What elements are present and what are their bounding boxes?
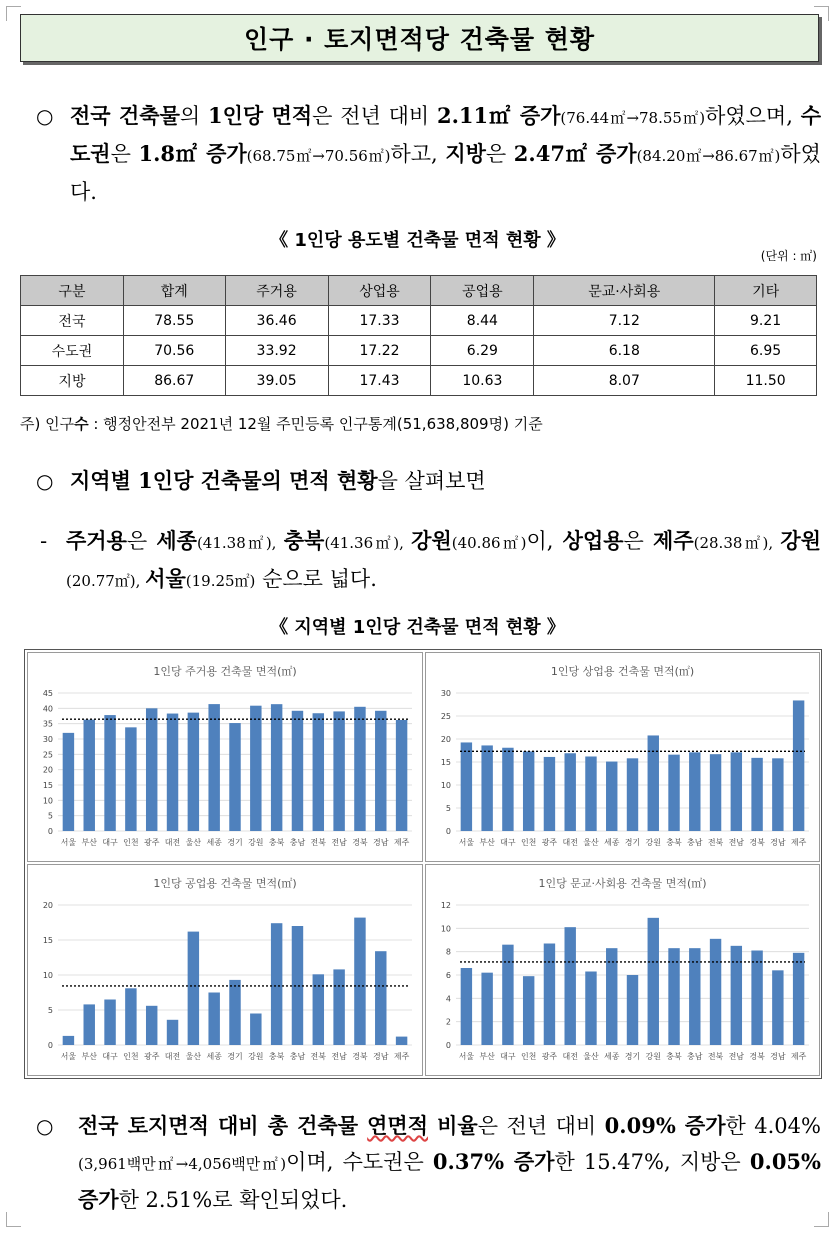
x-category-label: 세종 (604, 838, 620, 847)
x-category-label: 울산 (583, 1052, 599, 1061)
bar-경남 (772, 758, 783, 831)
bar-경기 (229, 980, 240, 1045)
bar-대전 (167, 714, 178, 831)
text-bold: 지역별 1인당 건축물의 면적 현황 (70, 468, 378, 493)
y-tick-label: 25 (440, 712, 451, 721)
x-category-label: 경남 (373, 838, 389, 847)
x-category-label: 충남 (289, 1052, 306, 1061)
table-cell: 6.95 (715, 336, 817, 366)
y-tick-label: 8 (445, 947, 451, 957)
text: : 행정안전부 2021년 12월 주민등록 인구통계(51,638,809명) 기준 (88, 415, 543, 433)
text-bold: 0.05% 증가 (78, 1149, 821, 1212)
table-header-cell: 문교·사회용 (534, 276, 715, 306)
text-bold: 강원 (780, 528, 821, 553)
text-bold: 전국 건축물 (70, 103, 180, 128)
table-header-row (21, 276, 817, 306)
y-tick-label: 20 (42, 901, 53, 910)
text-bold: 수 (74, 415, 89, 433)
x-category-label: 경북 (352, 1052, 368, 1061)
y-tick-label: 30 (42, 735, 53, 744)
x-category-label: 경남 (373, 1052, 389, 1061)
x-category-label: 경기 (227, 1052, 243, 1061)
bar-강원 (250, 1014, 261, 1046)
y-tick-label: 15 (440, 758, 451, 767)
x-category-label: 제주 (393, 838, 410, 847)
paragraph-regional-intro (36, 463, 821, 499)
bar-경북 (354, 918, 365, 1045)
bar-경남 (772, 970, 783, 1045)
x-category-label: 대구 (500, 1052, 516, 1061)
bar-충북 (668, 948, 679, 1045)
bar-충북 (668, 755, 679, 831)
bar-강원 (648, 918, 659, 1045)
table-caption: 《 1인당 용도별 건축물 면적 현황 》 (270, 230, 565, 251)
table-header-cell: 기타 (715, 276, 817, 306)
x-category-label: 인천 (123, 838, 139, 847)
text-bold: 서울 (145, 566, 186, 591)
y-tick-label: 20 (42, 765, 53, 775)
text: (84.20㎡→86.67㎡) (636, 147, 781, 165)
chart-title: 1인당 상업용 건축물 면적(㎡) (550, 665, 695, 678)
bar-충북 (271, 923, 282, 1045)
bar-세종 (606, 762, 617, 831)
table-cell: 6.18 (534, 336, 715, 366)
text: (3,961백만㎡→4,056백만㎡) (78, 1155, 287, 1173)
bar-경북 (751, 951, 762, 1046)
x-category-label: 전북 (310, 1052, 327, 1061)
bar-인천 (125, 988, 136, 1045)
area-by-use-table (20, 275, 817, 396)
chart-title: 1인당 공업용 건축물 면적(㎡) (153, 877, 297, 890)
bar-강원 (250, 706, 261, 831)
bar-전남 (333, 711, 344, 831)
bullet: ○ (36, 104, 54, 128)
x-category-label: 세종 (206, 1052, 222, 1061)
text-bold: 충북 (283, 528, 325, 553)
text-bold: 증가 (504, 1149, 555, 1174)
text: 은 (623, 529, 654, 553)
bar-서울 (461, 968, 472, 1045)
x-category-label: 대전 (562, 838, 578, 847)
x-category-label: 전북 (310, 838, 327, 847)
x-category-label: 경남 (770, 838, 786, 847)
x-category-label: 전북 (707, 1052, 724, 1061)
bar-충북 (271, 704, 282, 831)
text: 하였다. (70, 142, 821, 204)
text: 을 살펴보면 (377, 469, 486, 493)
y-tick-label: 10 (42, 971, 53, 980)
crop-mark (6, 1212, 21, 1227)
crop-mark (6, 6, 21, 21)
text-bold: 전국 토지면적 대비 총 건축물 (78, 1113, 368, 1138)
text: 한 15.47%, 지방은 (554, 1150, 750, 1174)
x-category-label: 서울 (60, 838, 77, 847)
x-category-label: 경북 (749, 1052, 765, 1061)
x-category-label: 광주 (541, 838, 558, 847)
text: (76.44㎡→78.55㎡) (560, 109, 706, 127)
table-header-cell: 주거용 (225, 276, 328, 306)
bar-전남 (731, 946, 742, 1045)
x-category-label: 제주 (790, 1052, 807, 1061)
x-category-label: 울산 (185, 838, 202, 847)
x-category-label: 서울 (60, 1052, 77, 1061)
bar-제주 (396, 1037, 407, 1045)
bar-전북 (710, 754, 721, 831)
text: 한 4.04% (725, 1114, 821, 1138)
bar-세종 (208, 704, 219, 831)
table-header-cell: 공업용 (431, 276, 534, 306)
y-tick-label: 5 (445, 804, 451, 813)
text-bold: 1.8㎡ 증가 (138, 141, 247, 166)
bar-경북 (751, 758, 762, 831)
bar-전북 (313, 713, 324, 831)
text-bold: 2.11㎡ 증가 (437, 103, 561, 128)
table-cell: 지방 (21, 366, 124, 396)
bar-광주 (146, 1006, 157, 1045)
text: (41.38㎡), (196, 534, 284, 552)
bullet: ○ (36, 469, 54, 493)
text: 은 전년 대비 (477, 1114, 605, 1138)
bar-부산 (84, 1004, 95, 1045)
text-bold: 1인당 면적 (207, 103, 313, 128)
bar-부산 (481, 745, 492, 831)
bar-경남 (375, 951, 386, 1045)
bar-경기 (627, 758, 638, 831)
bar-부산 (481, 973, 492, 1045)
bar-서울 (63, 1036, 74, 1045)
y-tick-label: 15 (42, 781, 53, 790)
x-category-label: 충북 (268, 838, 285, 847)
bar-전남 (333, 969, 344, 1045)
table-cell: 86.67 (123, 366, 225, 396)
x-category-label: 울산 (583, 838, 599, 847)
bar-서울 (461, 742, 472, 831)
table-cell: 8.07 (534, 366, 715, 396)
bar-제주 (396, 720, 407, 831)
x-category-label: 대구 (102, 1052, 118, 1061)
text: 이, (526, 529, 563, 553)
bar-강원 (648, 735, 659, 831)
bar-광주 (544, 757, 555, 831)
bar-제주 (793, 700, 804, 831)
bar-세종 (606, 948, 617, 1045)
page-title: 인구 · 토지면적당 건축물 현황 (20, 14, 819, 62)
bar-경기 (229, 723, 240, 831)
text-bold: 상업용 (562, 528, 624, 553)
x-category-label: 울산 (185, 1052, 202, 1061)
x-category-label: 경남 (770, 1052, 786, 1061)
x-category-label: 인천 (520, 838, 537, 847)
table-cell: 9.21 (715, 306, 817, 336)
x-category-label: 경기 (624, 838, 641, 847)
table-cell: 17.22 (328, 336, 431, 366)
chart-title: 1인당 주거용 건축물 면적(㎡) (153, 665, 297, 678)
footnote (20, 413, 543, 434)
x-category-label: 경기 (227, 838, 243, 847)
text-bold: 0.09% 증가 (604, 1113, 726, 1138)
paragraph-building-area-per-capita (36, 98, 821, 210)
table-cell: 11.50 (715, 366, 817, 396)
text: 은 전년 대비 (312, 104, 437, 128)
x-category-label: 전북 (707, 838, 724, 847)
chart-residential (27, 652, 423, 862)
table-row (21, 306, 817, 336)
text-bold: 제주 (653, 528, 694, 553)
y-tick-label: 20 (440, 735, 451, 744)
bar-부산 (84, 720, 95, 831)
table-row (21, 366, 817, 396)
table-cell: 6.29 (431, 336, 534, 366)
text: 은 (126, 529, 157, 553)
x-category-label: 대구 (102, 838, 118, 847)
text: (28.38㎡), (693, 534, 781, 552)
x-category-label: 강원 (645, 838, 661, 847)
table-cell: 36.46 (225, 306, 328, 336)
text: (68.75㎡→70.56㎡) (246, 147, 391, 165)
bar-울산 (585, 756, 596, 831)
x-category-label: 전남 (331, 838, 347, 847)
x-category-label: 서울 (458, 838, 475, 847)
text-bold: 세종 (156, 528, 197, 553)
paragraph-regional-detail (36, 523, 821, 599)
text-bold: 강원 (411, 528, 452, 553)
y-tick-label: 15 (42, 936, 53, 945)
text-bold: 비율 (428, 1113, 478, 1138)
text-bold: 연면적 (367, 1113, 428, 1138)
table-cell: 33.92 (225, 336, 328, 366)
paragraph-floor-area-ratio (36, 1108, 821, 1218)
bar-광주 (544, 944, 555, 1046)
x-category-label: 광주 (143, 1052, 160, 1061)
x-category-label: 충남 (687, 838, 703, 847)
y-tick-label: 0 (47, 827, 53, 836)
table-header-cell: 합계 (123, 276, 225, 306)
text-bold: 2.47㎡ 증가 (513, 141, 637, 166)
bar-광주 (146, 708, 157, 831)
y-tick-label: 0 (445, 827, 451, 836)
chart-caption: 《 지역별 1인당 건축물 면적 현황 》 (270, 617, 565, 638)
x-category-label: 경기 (624, 1052, 641, 1061)
y-tick-label: 40 (42, 704, 53, 714)
x-category-label: 서울 (458, 1052, 475, 1061)
bar-경남 (375, 711, 386, 831)
text: (20.77㎡), (66, 572, 146, 590)
text-bold: 지방 (445, 141, 486, 166)
x-category-label: 경북 (352, 838, 368, 847)
x-category-label: 충북 (666, 838, 682, 847)
x-category-label: 대전 (164, 838, 181, 847)
text-bold: 0.37% (432, 1149, 505, 1174)
x-category-label: 세종 (604, 1052, 620, 1061)
x-category-label: 제주 (790, 838, 807, 847)
bar-울산 (188, 932, 199, 1045)
text: (40.86㎡) (451, 534, 527, 552)
table-cell: 17.43 (328, 366, 431, 396)
bar-경북 (354, 707, 365, 831)
x-category-label: 부산 (81, 1052, 97, 1061)
x-category-label: 대전 (562, 1052, 578, 1061)
bar-대구 (502, 748, 513, 831)
y-tick-label: 30 (440, 689, 451, 698)
x-category-label: 부산 (479, 1052, 495, 1061)
x-category-label: 강원 (248, 1052, 264, 1061)
x-category-label: 대전 (164, 1052, 181, 1061)
bullet: - (40, 529, 48, 553)
bar-충남 (292, 926, 303, 1045)
table-row (21, 336, 817, 366)
bar-대구 (104, 1000, 115, 1046)
table-cell: 78.55 (123, 306, 225, 336)
chart-commercial-svg (426, 653, 819, 861)
x-category-label: 전남 (331, 1052, 347, 1061)
y-tick-label: 5 (47, 811, 53, 821)
x-category-label: 충남 (289, 838, 306, 847)
text: (41.36㎡), (324, 534, 412, 552)
table-cell: 수도권 (21, 336, 124, 366)
x-category-label: 충남 (687, 1052, 703, 1061)
bar-대전 (564, 753, 575, 831)
y-tick-label: 25 (42, 750, 53, 760)
table-cell: 70.56 (123, 336, 225, 366)
bar-경기 (627, 975, 638, 1045)
text: 한 2.51%로 확인되었다. (118, 1188, 348, 1212)
text-bold: 수도권 (70, 103, 821, 166)
y-tick-label: 6 (445, 971, 451, 980)
x-category-label: 충북 (666, 1052, 682, 1061)
text: 이며, 수도권은 (286, 1150, 433, 1174)
table-cell: 전국 (21, 306, 124, 336)
y-tick-label: 0 (445, 1041, 451, 1050)
y-tick-label: 4 (445, 994, 451, 1004)
x-category-label: 제주 (393, 1052, 410, 1061)
x-category-label: 부산 (81, 838, 97, 847)
bar-제주 (793, 953, 804, 1045)
x-category-label: 세종 (206, 838, 222, 847)
bar-서울 (63, 733, 74, 831)
text: 의 (179, 104, 208, 128)
table-cell: 17.33 (328, 306, 431, 336)
bar-대구 (502, 945, 513, 1045)
chart-industrial (27, 864, 423, 1076)
y-tick-label: 35 (42, 719, 53, 729)
chart-industrial-svg (28, 865, 422, 1075)
unit-label: (단위 : ㎡) (760, 249, 817, 263)
x-category-label: 강원 (645, 1052, 661, 1061)
y-tick-label: 5 (47, 1006, 53, 1015)
chart-residential-svg (28, 653, 422, 861)
chart-commercial (425, 652, 820, 862)
text: 주) 인구 (20, 415, 75, 433)
x-category-label: 강원 (248, 838, 264, 847)
x-category-label: 경북 (749, 838, 765, 847)
y-tick-label: 2 (445, 1017, 451, 1027)
bar-전북 (710, 939, 721, 1045)
x-category-label: 인천 (123, 1052, 139, 1061)
chart-title: 1인당 문교·사회용 건축물 면적(㎡) (538, 877, 707, 890)
bar-충남 (689, 948, 700, 1045)
x-category-label: 충북 (268, 1052, 285, 1061)
x-category-label: 광주 (143, 838, 160, 847)
bar-대구 (104, 715, 115, 831)
table-header-cell: 구분 (21, 276, 124, 306)
x-category-label: 전남 (728, 1052, 745, 1061)
x-category-label: 광주 (541, 1052, 558, 1061)
bar-인천 (523, 751, 534, 831)
text: 하고, (390, 142, 446, 166)
chart-education-social-svg (426, 865, 819, 1075)
table-header-cell: 상업용 (328, 276, 431, 306)
x-category-label: 전남 (728, 838, 745, 847)
table-cell: 8.44 (431, 306, 534, 336)
text: 은 (485, 142, 514, 166)
bar-충남 (689, 752, 700, 831)
bar-세종 (208, 993, 219, 1046)
table-cell: 39.05 (225, 366, 328, 396)
x-category-label: 인천 (520, 1052, 537, 1061)
text: 순으로 넓다. (255, 567, 377, 591)
table-cell: 7.12 (534, 306, 715, 336)
y-tick-label: 12 (440, 901, 451, 910)
bullet: ○ (36, 1114, 54, 1138)
text: (19.25㎡) (185, 572, 256, 590)
y-tick-label: 10 (440, 924, 451, 934)
bar-전북 (313, 974, 324, 1045)
text-bold: 주거용 (66, 528, 127, 553)
y-tick-label: 10 (440, 781, 451, 790)
chart-education-social (425, 864, 820, 1076)
bar-전남 (731, 752, 742, 831)
text: 은 (110, 142, 139, 166)
bar-인천 (523, 976, 534, 1045)
bar-인천 (125, 727, 136, 831)
text: 하였으며, (705, 104, 801, 128)
bar-울산 (188, 713, 199, 831)
x-category-label: 부산 (479, 838, 495, 847)
y-tick-label: 0 (47, 1041, 53, 1050)
x-category-label: 대구 (500, 838, 516, 847)
bar-울산 (585, 972, 596, 1046)
y-tick-label: 45 (42, 689, 53, 698)
y-tick-label: 10 (42, 796, 53, 806)
bar-충남 (292, 711, 303, 831)
bar-대전 (564, 927, 575, 1045)
bar-대전 (167, 1020, 178, 1045)
table-cell: 10.63 (431, 366, 534, 396)
chart-grid (24, 649, 822, 1079)
